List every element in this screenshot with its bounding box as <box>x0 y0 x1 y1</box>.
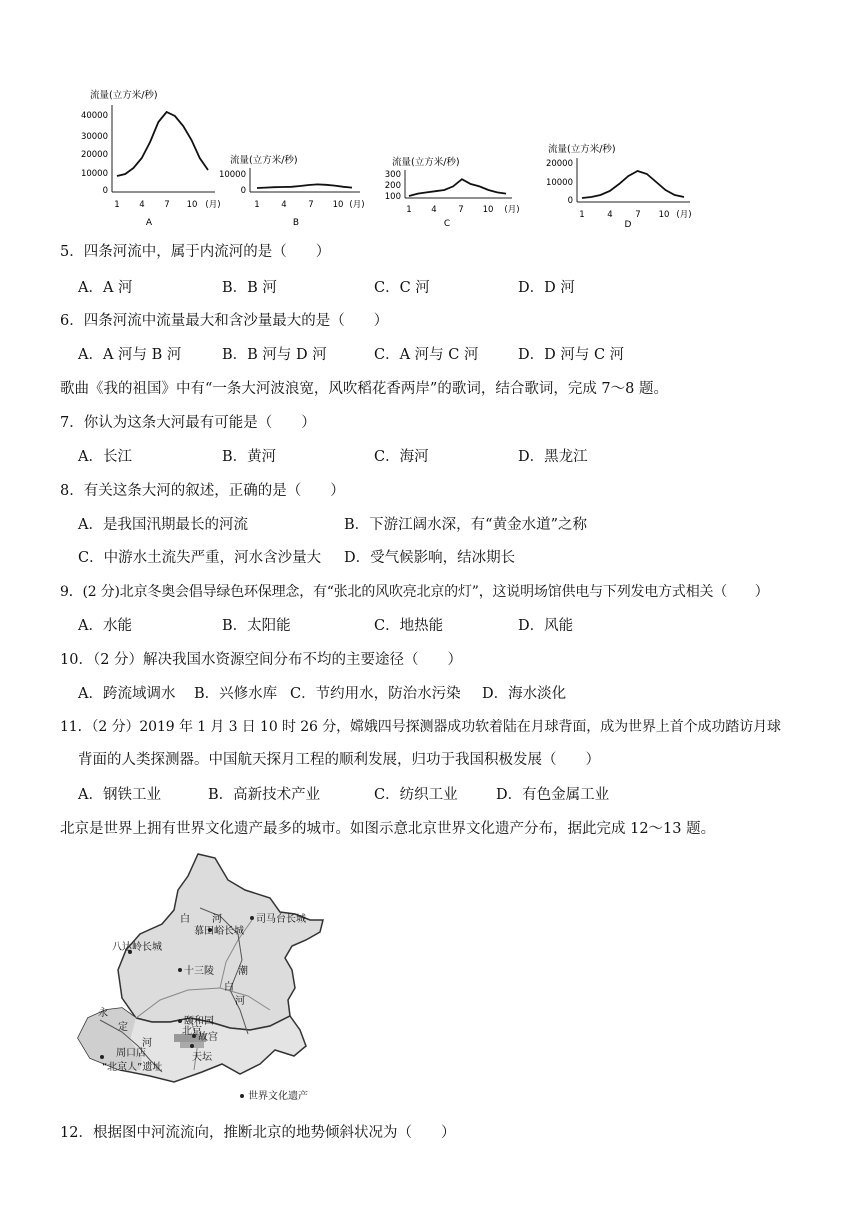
option-7c: C．海河 <box>374 449 429 465</box>
chart-c-ytick: 100 <box>384 192 401 202</box>
chart-a-caption: A <box>145 218 153 228</box>
chart-d-unit: 流量(立方米/秒) <box>548 144 616 155</box>
question-8-stem: 8．有关这条大河的叙述，正确的是（ ） <box>60 483 345 499</box>
option-8c: C．中游水土流失严重，河水含沙量大 <box>78 550 322 566</box>
chart-c-xtick: 1 <box>406 205 412 215</box>
label-tiantan: 天坛 <box>192 1052 212 1063</box>
option-5b: B．B 河 <box>222 280 277 296</box>
chart-a <box>81 89 221 228</box>
chart-c-ytick: 200 <box>384 181 401 191</box>
label-mutianyu: 慕田峪长城 <box>194 926 244 937</box>
option-7b: B．黄河 <box>222 449 277 465</box>
label-he2: 河 <box>235 996 245 1007</box>
question-6-stem: 6．四条河流中流量最大和含沙量最大的是（ ） <box>60 313 389 329</box>
question-9-stem: 9．(2 分)北京冬奥会倡导绿色环保理念，有“张北的风吹亮北京的灯”，这说明场馆供电与下列发电方式相关（ ） <box>60 584 769 600</box>
chart-a-unit: 流量(立方米/秒) <box>90 90 158 101</box>
chart-c-xtick: 10 <box>482 205 494 215</box>
label-shisanling: 十三陵 <box>184 966 214 977</box>
option-6a: A．A 河与 B 河 <box>78 347 182 363</box>
label-gugong: 故宫 <box>198 1032 218 1043</box>
label-chao: 潮 <box>238 966 248 977</box>
chart-b-xtick: 4 <box>281 200 287 210</box>
chart-d-caption: D <box>624 220 632 230</box>
chart-a-ytick: 0 <box>102 186 108 196</box>
chart-a-ytick: 30000 <box>80 132 108 142</box>
chart-c-xtick: 4 <box>431 205 437 215</box>
chart-b-caption: B <box>292 218 300 228</box>
river-flow-charts <box>0 0 860 240</box>
label-bai: 白 <box>180 914 190 925</box>
chart-b-ytick: 0 <box>240 186 246 196</box>
option-8b: B．下游江阔水深，有“黄金水道”之称 <box>344 517 587 533</box>
question-11-stem-cont: 背面的人类探测器。中国航天探月工程的顺利发展，归功于我国积极发展（ ） <box>78 752 600 768</box>
chart-b-xtick: 7 <box>308 200 314 210</box>
label-badaling: 八达岭长城 <box>112 942 162 953</box>
chart-d-xtick: (月) <box>676 210 692 220</box>
option-8d: D．受气候影响，结冰期长 <box>344 550 516 566</box>
option-7a: A．长江 <box>78 449 132 465</box>
chart-d-xtick: 1 <box>579 210 585 220</box>
chart-c-xtick: (月) <box>504 205 520 215</box>
chart-b-ytick: 10000 <box>218 170 246 180</box>
question-11-stem: 11．（2 分）2019 年 1 月 3 日 10 时 26 分，嫦娥四号探测器成功软着陆在月球背面，成为世界上首个成功踏访月球 <box>60 719 781 735</box>
chart-d-xtick: 7 <box>635 210 641 220</box>
option-9c: C．地热能 <box>374 618 444 634</box>
option-8a: A．是我国汛期最长的河流 <box>78 517 248 533</box>
legend-label: 世界文化遗产 <box>248 1091 308 1102</box>
option-11d: D．有色金属工业 <box>496 787 610 803</box>
intro-12-13: 北京是世界上拥有世界文化遗产最多的城市。如图示意北京世界文化遗产分布，据此完成 12～13 题。 <box>60 821 716 837</box>
chart-a-xtick: 4 <box>139 200 145 210</box>
legend-dot <box>240 1094 244 1098</box>
chart-a-ytick: 20000 <box>80 150 108 160</box>
heritage-dot-zhoukoudian <box>100 1055 104 1059</box>
label-he3: 河 <box>142 1038 152 1049</box>
chart-d-ytick: 10000 <box>545 178 573 188</box>
option-10c: C．节约用水，防治水污染 <box>290 686 461 702</box>
chart-c-xtick: 7 <box>458 205 464 215</box>
chart-a-xtick: 1 <box>114 200 120 210</box>
intro-7-8: 歌曲《我的祖国》中有“一条大河波浪宽，风吹稻花香两岸”的歌词，结合歌词，完成 7～8 题。 <box>60 381 668 397</box>
chart-b-line <box>257 184 352 188</box>
option-9d: D．风能 <box>518 618 574 634</box>
beijing-heritage-map <box>70 850 340 1110</box>
option-7d: D．黑龙江 <box>518 449 588 465</box>
option-9b: B．太阳能 <box>222 618 291 634</box>
option-10b: B．兴修水库 <box>194 686 278 702</box>
chart-a-ytick: 10000 <box>80 169 108 179</box>
chart-d-ytick: 0 <box>567 196 573 206</box>
chart-a-xtick: 7 <box>164 200 170 210</box>
option-11a: A．钢铁工业 <box>78 787 161 803</box>
option-6c: C．A 河与 C 河 <box>374 347 479 363</box>
chart-b-unit: 流量(立方米/秒) <box>230 155 298 166</box>
question-10-stem: 10．（2 分）解决我国水资源空间分布不均的主要途径（ ） <box>60 652 463 668</box>
label-zhoukoudian: 周口店 <box>116 1048 146 1059</box>
chart-a-xtick: (月) <box>205 200 221 210</box>
chart-c-caption: C <box>443 219 451 229</box>
option-10a: A．跨流域调水 <box>78 686 176 702</box>
heritage-dot-tiantan <box>190 1044 194 1048</box>
option-5a: A．A 河 <box>78 280 133 296</box>
chart-b-xtick: (月) <box>349 200 365 210</box>
option-6d: D．D 河与 C 河 <box>518 347 625 363</box>
label-yong: 永 <box>98 1008 108 1019</box>
question-7-stem: 7．你认为这条大河最有可能是（ ） <box>60 415 316 431</box>
chart-b <box>219 154 365 228</box>
chart-b-xtick: 10 <box>332 200 344 210</box>
chart-d-xtick: 10 <box>658 210 670 220</box>
chart-c-line <box>409 179 506 196</box>
label-yiheyuan: 颐和园 <box>184 1016 214 1027</box>
label-bai2: 白 <box>224 982 234 993</box>
option-6b: B．B 河与 D 河 <box>222 347 327 363</box>
chart-d-line <box>582 171 684 198</box>
option-11b: B．高新技术产业 <box>208 787 321 803</box>
chart-b-xtick: 1 <box>254 200 260 210</box>
label-beijingren: “北京人”遗址 <box>102 1062 163 1073</box>
chart-a-ytick: 40000 <box>80 111 108 121</box>
chart-c-unit: 流量(立方米/秒) <box>392 157 460 168</box>
chart-c <box>385 156 520 229</box>
heritage-dot-shisanling <box>178 968 182 972</box>
option-11c: C．纺织工业 <box>374 787 458 803</box>
label-beijing: 北京 <box>182 1026 202 1037</box>
label-ding: 定 <box>118 1022 128 1033</box>
option-10d: D．海水淡化 <box>482 686 567 702</box>
option-5c: C．C 河 <box>374 280 430 296</box>
heritage-dot-simatai <box>250 916 254 920</box>
chart-d-xtick: 4 <box>607 210 613 220</box>
chart-a-line <box>117 112 208 176</box>
option-9a: A．水能 <box>78 618 132 634</box>
chart-c-ytick: 300 <box>384 170 401 180</box>
question-12-stem: 12．根据图中河流流向，推断北京的地势倾斜状况为（ ） <box>60 1125 456 1141</box>
option-5d: D．D 河 <box>518 280 575 296</box>
chart-d <box>546 143 692 230</box>
heritage-dot-yiheyuan <box>178 1019 182 1023</box>
question-5-stem: 5．四条河流中，属于内流河的是（ ） <box>60 244 331 260</box>
label-simatai: 司马台长城 <box>256 914 306 925</box>
chart-a-xtick: 10 <box>186 200 198 210</box>
chart-d-ytick: 20000 <box>545 159 573 169</box>
label-he1: 河 <box>212 914 222 925</box>
